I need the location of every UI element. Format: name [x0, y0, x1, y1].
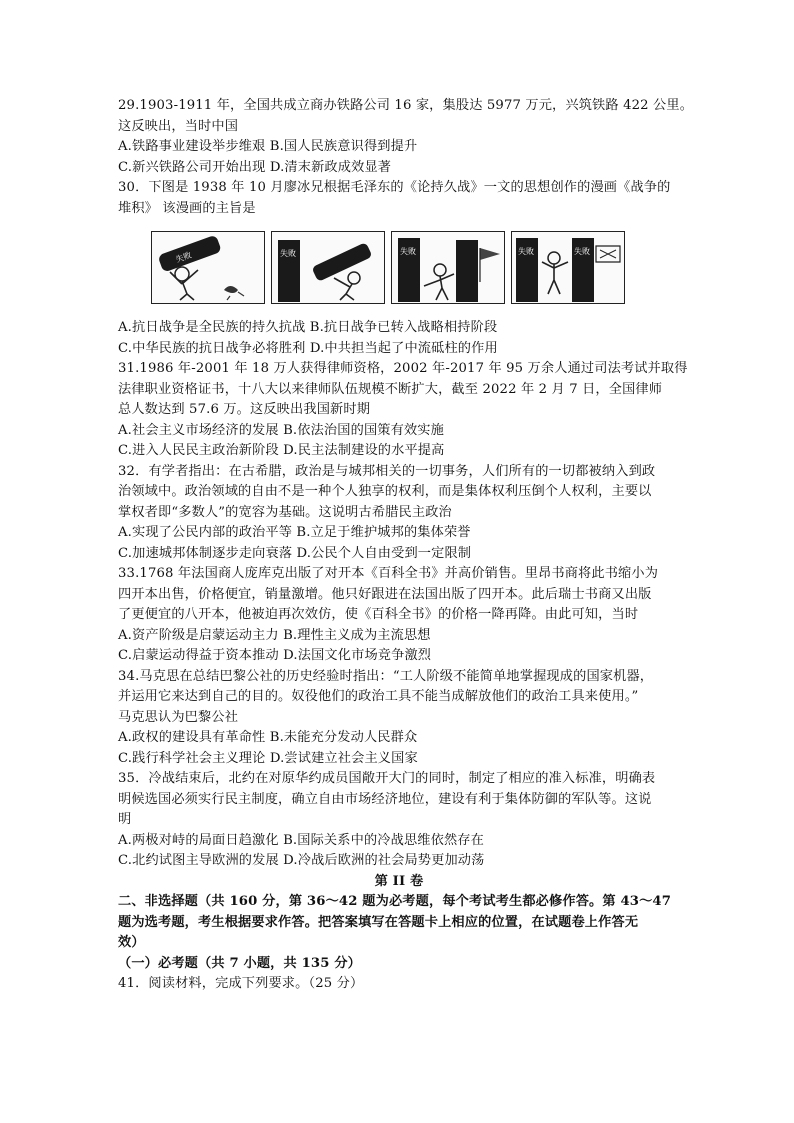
q34-stem-line-1: 34.马克思在总结巴黎公社的历史经验时指出：“工人阶级不能简单地掌握现成的国家机器，: [118, 668, 654, 684]
panel-3-label: 失败: [400, 247, 416, 256]
volume-title: 第 II 卷: [374, 873, 424, 889]
cartoon-panel-2-drawing: [272, 232, 384, 303]
q30-options-ab: A.抗日战争是全民族的持久抗战 B.抗日战争已转入战略相持阶段: [118, 320, 498, 335]
q32-stem-line-1: 32．有学者指出：在古希腊，政治是与城邦相关的一切事务，人们所有的一切都被纳入到政: [118, 463, 656, 479]
q34-stem-line-3: 马克思认为巴黎公社: [118, 709, 239, 725]
cartoon-panel-1: [151, 231, 265, 304]
q34-options-ab: A.政权的建设具有革命性 B.未能充分发动人民群众: [118, 730, 418, 745]
q35-stem-line-2: 明候选国必须实行民主制度，确立自由市场经济地位，建设有利于集体防御的军队等。这说: [118, 791, 652, 807]
q29-options-ab: A.铁路事业建设举步维艰 B.国人民族意识得到提升: [118, 139, 418, 154]
panel-1-label: 失败: [174, 250, 193, 265]
cartoon-strip: [151, 231, 680, 306]
q30-stem-line-2: 堆积》 该漫画的主旨是: [118, 200, 256, 216]
question-31: [118, 359, 688, 462]
panel-5-label: 失败: [574, 247, 590, 256]
q34-stem-line-2: 并运用它来达到自己的目的。奴役他们的政治工具不能当成解放他们的政治工具来使用。”: [118, 689, 639, 704]
q31-stem-line-1: 31.1986 年-2001 年 18 万人获得律师资格，2002 年-2017 年 95 万余人通过司法考试并取得: [118, 361, 688, 376]
q33-options-cd: C.启蒙运动得益于资本推动 D.法国文化市场竞争激烈: [118, 648, 432, 663]
section-2: [118, 872, 680, 995]
q33-stem-line-1: 33.1768 年法国商人庞库克出版了对开本《百科全书》并高价销售。里昂书商将此书缩小为: [118, 566, 659, 581]
q29-stem-line-2: 这反映出，当时中国: [118, 118, 239, 134]
cartoon-panel-2: [271, 231, 385, 304]
question-29: [118, 96, 694, 178]
section-heading-line-3: 效）: [118, 935, 145, 950]
q32-options-ab: A.实现了公民内部的政治平等 B.立足于维护城邦的集体荣誉: [118, 525, 471, 540]
panel-2-label: 失败: [280, 249, 296, 258]
q35-options-ab: A.两极对峙的局面日趋激化 B.国际关系中的冷战思维依然存在: [118, 832, 484, 848]
q32-stem-line-3: 掌权者即“多数人”的宽容为基础。这说明古希腊民主政治: [118, 504, 452, 520]
cartoon-panel-3: [391, 231, 505, 304]
question-33: [118, 564, 680, 667]
q29-options-cd: C.新兴铁路公司开始出现 D.清末新政成效显著: [118, 159, 392, 175]
q32-options-cd: C.加速城邦体制逐步走向衰落 D.公民个人自由受到一定限制: [118, 545, 472, 561]
q31-stem-line-3: 总人数达到 57.6 万。这反映出我国新时期: [118, 402, 371, 417]
exam-page: [118, 96, 694, 995]
section-heading-line-2: 题为选考题，考生根据要求作答。把答案填写在答题卡上相应的位置，在试题卷上作答无: [118, 914, 639, 930]
q31-options-cd: C.进入人民民主政治新阶段 D.民主法制建设的水平提高: [118, 443, 445, 458]
q35-options-cd: C.北约试图主导欧洲的发展 D.冷战后欧洲的社会局势更加动荡: [118, 853, 485, 868]
section-heading-line-1: 二、非选择题（共 160 分，第 36～42 题为必考题，每个考试考生都必修作答。第 43～47: [118, 894, 672, 909]
q30-stem-line-1: 30．下图是 1938 年 10 月廖冰兄根据毛泽东的《论持久战》一文的思想创作的漫画《战争的: [118, 180, 671, 195]
q34-options-cd: C.践行科学社会主义理论 D.尝试建立社会主义国家: [118, 750, 418, 766]
q31-options-ab: A.社会主义市场经济的发展 B.依法治国的国策有效实施: [118, 422, 444, 438]
q35-stem-line-1: 35．冷战结束后，北约在对原华约成员国敞开大门的同时，制定了相应的准入标准，明确表: [118, 771, 656, 786]
cartoon-panel-3-drawing: [392, 232, 504, 303]
q33-stem-line-2: 四开本出售，价格便宜，销量激增。他只好跟进在法国出版了四开本。此后瑞士书商又出版: [118, 586, 652, 602]
sub-heading: （一）必考题（共 7 小题，共 135 分）: [118, 955, 361, 971]
question-41: 41．阅读材料，完成下列要求。（25 分）: [118, 976, 364, 991]
q30-options-cd: C.中华民族的抗日战争必将胜利 D.中共担当起了中流砥柱的作用: [118, 340, 498, 356]
question-34: [118, 667, 680, 770]
panel-4-label: 失败: [518, 247, 534, 256]
cartoon-panel-1-drawing: [152, 232, 264, 303]
cartoon-panel-4: [511, 231, 625, 304]
q29-stem-line-1: 29.1903-1911 年，全国共成立商办铁路公司 16 家，集股达 5977 万元，兴筑铁路 422 公里。: [118, 98, 694, 113]
question-32: [118, 462, 680, 565]
question-35: [118, 769, 680, 872]
q35-stem-line-3: 明: [118, 812, 132, 827]
q31-stem-line-2: 法律职业资格证书，十八大以来律师队伍规模不断扩大，截至 2022 年 2 月 7 日，全国律师: [118, 381, 663, 397]
cartoon-panel-4-drawing: [512, 232, 624, 303]
q33-options-ab: A.资产阶级是启蒙运动主力 B.理性主义成为主流思想: [118, 627, 431, 643]
question-30: [118, 178, 680, 359]
q32-stem-line-2: 治领域中。政治领域的自由不是一种个人独享的权利，而是集体权利压倒个人权利，主要以: [118, 484, 652, 499]
q33-stem-line-3: 了更便宜的八开本，他被迫再次效仿，使《百科全书》的价格一降再降。由此可知，当时: [118, 607, 639, 622]
